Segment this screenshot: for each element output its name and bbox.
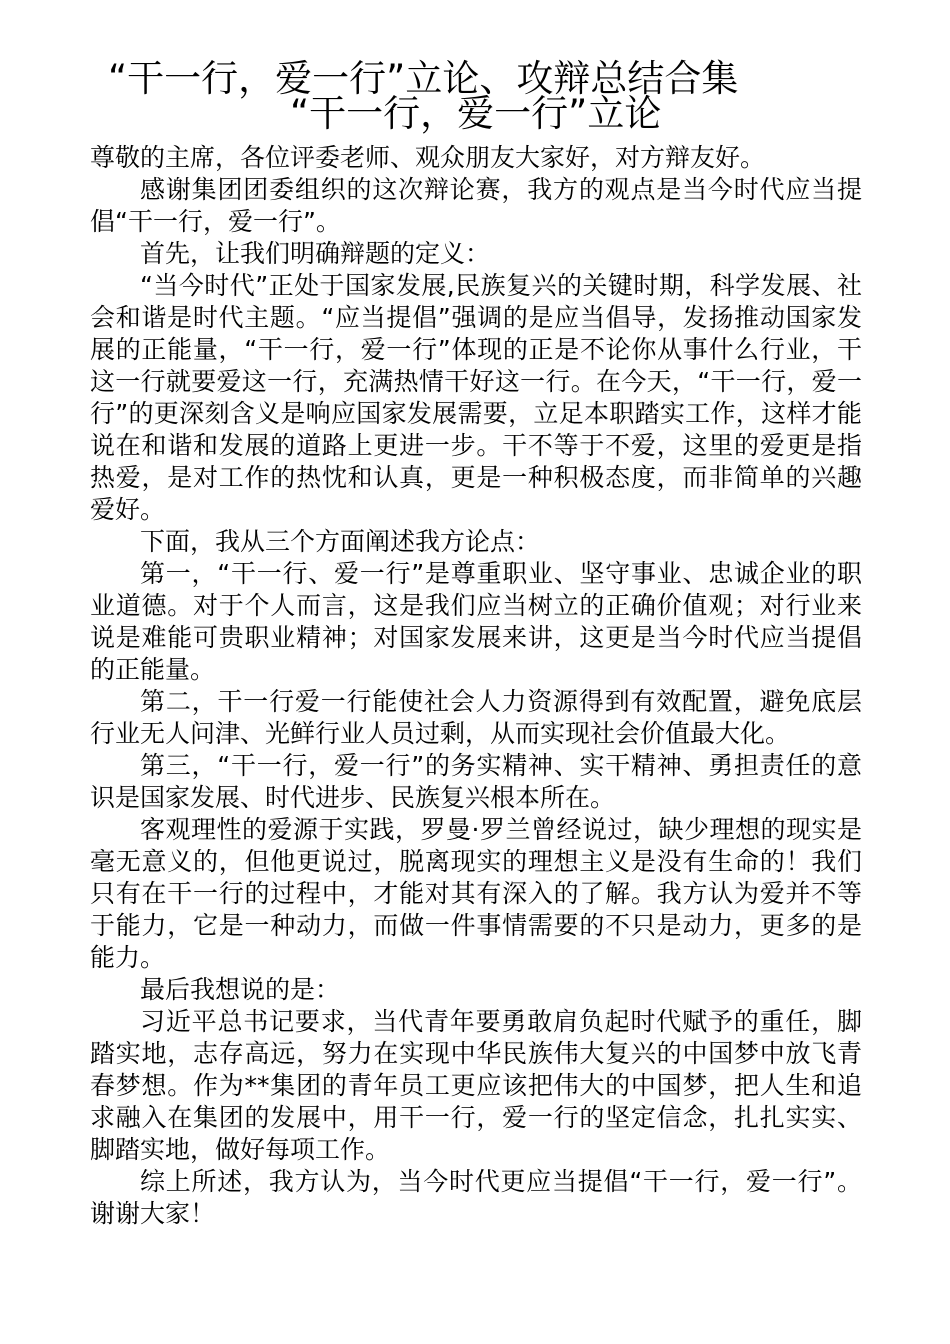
paragraph-rational-love: 客观理性的爱源于实践，罗曼·罗兰曾经说过，缺少理想的现实是毫无意义的，但他更说过，脱离现实的理想主义是没有生命的！我们只有在干一行的过程中，才能对其有深入的了解。我方认为爱并不等于能力，它是一种动力，而做一件事情需要的不只是动力，更多的是能力。 xyxy=(90,815,862,972)
paragraph-definition: “当今时代”正处于国家发展,民族复兴的关键时期，科学发展、社会和谐是时代主题。“应当提倡”强调的是应当倡导，发扬推动国家发展的正能量，“干一行，爱一行”体现的正是不论你从事什么行业，干这一行就要爱这一行，充满热情干好这一行。在今天，“干一行，爱一行”的更深刻含义是响应国家发展需要，立足本职踏实工作，这样才能说在和谐和发展的道路上更进一步。干不等于不爱，这里的爱更是指热爱，是对工作的热忱和认真，更是一种积极态度，而非简单的兴趣爱好。 xyxy=(90,271,862,524)
paragraph-thanks: 感谢集团团委组织的这次辩论赛，我方的观点是当今时代应当提倡“干一行，爱一行”。 xyxy=(90,175,862,236)
paragraph-arguments-intro: 下面，我从三个方面阐述我方论点： xyxy=(140,527,541,556)
paragraph-greeting: 尊敬的主席，各位评委老师、观众朋友大家好，对方辩友好。 xyxy=(90,143,766,172)
paragraph-argument-3: 第三，“干一行，爱一行”的务实精神、实干精神、勇担责任的意识是国家发展、时代进步、民族复兴根本所在。 xyxy=(90,751,862,812)
document-body xyxy=(90,142,862,1230)
paragraph-youth: 习近平总书记要求，当代青年要勇敢肩负起时代赋予的重任，脚踏实地，志存高远，努力在实现中华民族伟大复兴的中国梦中放飞青春梦想。作为**集团的青年员工更应该把伟大的中国梦，把人生和追求融入在集团的发展中，用干一行，爱一行的坚定信念，扎扎实实、脚踏实地，做好每项工作。 xyxy=(90,1007,862,1164)
paragraph-argument-2: 第二，干一行爱一行能使社会人力资源得到有效配置，避免底层行业无人问津、光鲜行业人员过剩，从而实现社会价值最大化。 xyxy=(90,687,862,748)
paragraph-finally: 最后我想说的是： xyxy=(140,975,341,1004)
paragraph-definition-intro: 首先，让我们明确辩题的定义： xyxy=(140,239,491,268)
document-title: “干一行，爱一行”立论、攻辩总结合集 xyxy=(108,57,739,100)
document-subtitle: “干一行，爱一行”立论 xyxy=(290,92,662,135)
paragraph-conclusion: 综上所述，我方认为，当今时代更应当提倡“干一行，爱一行”。谢谢大家！ xyxy=(90,1167,862,1228)
paragraph-argument-1: 第一，“干一行、爱一行”是尊重职业、坚守事业、忠诚企业的职业道德。对于个人而言，这是我们应当树立的正确价值观；对行业来说是难能可贵职业精神；对国家发展来讲，这更是当今时代应当提倡的正能量。 xyxy=(90,559,862,684)
